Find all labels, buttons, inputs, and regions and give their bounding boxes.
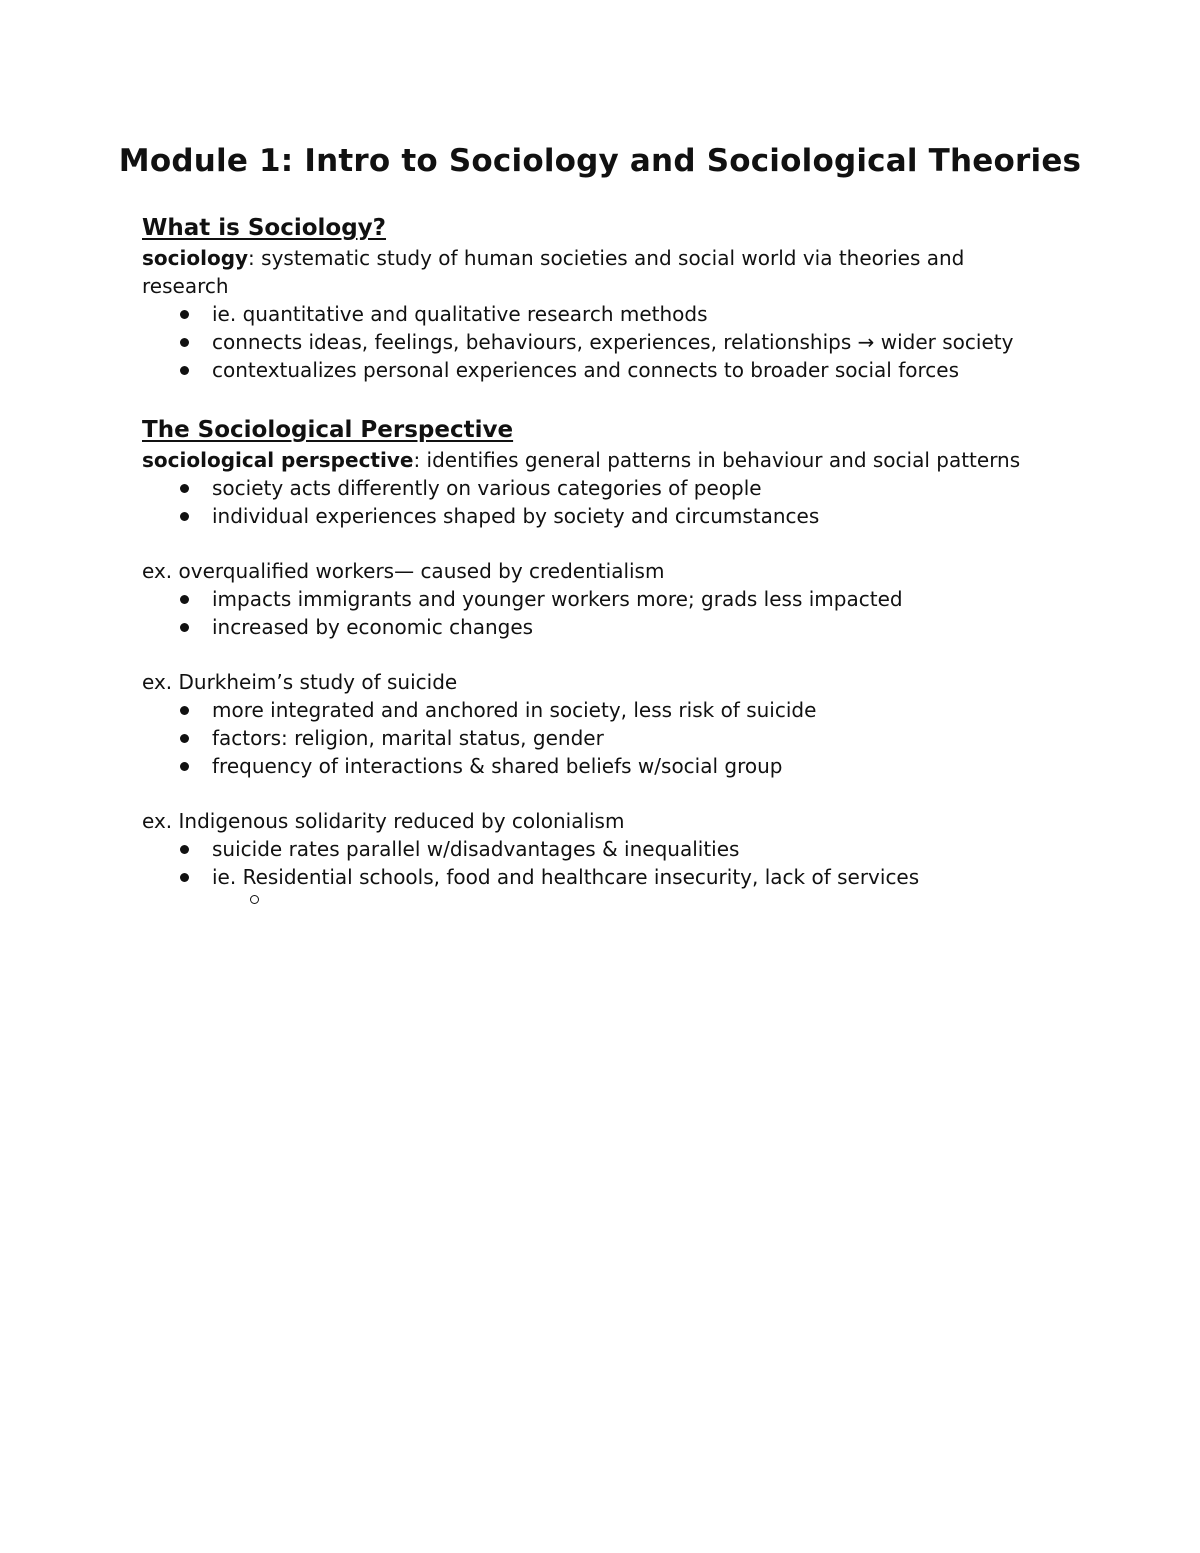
bullet-icon [180, 338, 189, 347]
list-item: ie. Residential schools, food and healthcare insecurity, lack of services [142, 863, 1042, 891]
example-durkheim-suicide [142, 668, 1042, 780]
section-heading: The Sociological Perspective [142, 417, 514, 443]
example-text: ex. Durkheim’s study of suicide [142, 670, 458, 694]
section-heading: What is Sociology? [142, 215, 387, 241]
list-item: ie. quantitative and qualitative research methods [142, 300, 1042, 328]
section-sociological-perspective [142, 414, 1042, 530]
example-indigenous-solidarity [142, 807, 1042, 913]
bullet-list [142, 696, 1042, 780]
bullet-icon [180, 873, 189, 882]
bullet-list [142, 585, 1042, 641]
definition [142, 244, 1042, 300]
bullet-list [142, 835, 1042, 891]
definition-term: sociological perspective [142, 448, 414, 472]
definition-text: : systematic study of human societies and social world via theories and research [142, 246, 965, 298]
empty-sub-bullet [142, 891, 1042, 913]
page-title: Module 1: Intro to Sociology and Sociological Theories [118, 143, 1082, 179]
list-item: impacts immigrants and younger workers more; grads less impacted [142, 585, 1042, 613]
bullet-icon [180, 734, 189, 743]
bullet-icon [180, 762, 189, 771]
list-item: contextualizes personal experiences and connects to broader social forces [142, 356, 1042, 384]
list-item: more integrated and anchored in society, less risk of suicide [142, 696, 1042, 724]
hollow-bullet-icon [250, 895, 259, 904]
bullet-icon [180, 595, 189, 604]
list-item: connects ideas, feelings, behaviours, experiences, relationships → wider society [142, 328, 1042, 356]
definition-term: sociology [142, 246, 249, 270]
bullet-icon [180, 366, 189, 375]
bullet-icon [180, 706, 189, 715]
list-item: increased by economic changes [142, 613, 1042, 641]
example-overqualified-workers [142, 557, 1042, 641]
definition [142, 446, 1042, 474]
list-item: frequency of interactions & shared beliefs w/social group [142, 752, 1042, 780]
list-item: suicide rates parallel w/disadvantages & inequalities [142, 835, 1042, 863]
document-body [142, 212, 1042, 913]
bullet-icon [180, 845, 189, 854]
example-text: ex. Indigenous solidarity reduced by colonialism [142, 809, 625, 833]
bullet-icon [180, 484, 189, 493]
section-what-is-sociology [142, 212, 1042, 384]
list-item: individual experiences shaped by society and circumstances [142, 502, 1042, 530]
bullet-list [142, 474, 1042, 530]
bullet-icon [180, 623, 189, 632]
bullet-icon [180, 512, 189, 521]
definition-text: : identifies general patterns in behaviour and social patterns [413, 448, 1021, 472]
bullet-icon [180, 310, 189, 319]
bullet-list [142, 300, 1042, 384]
list-item: society acts differently on various categories of people [142, 474, 1042, 502]
list-item: factors: religion, marital status, gender [142, 724, 1042, 752]
example-text: ex. overqualified workers— caused by credentialism [142, 559, 665, 583]
